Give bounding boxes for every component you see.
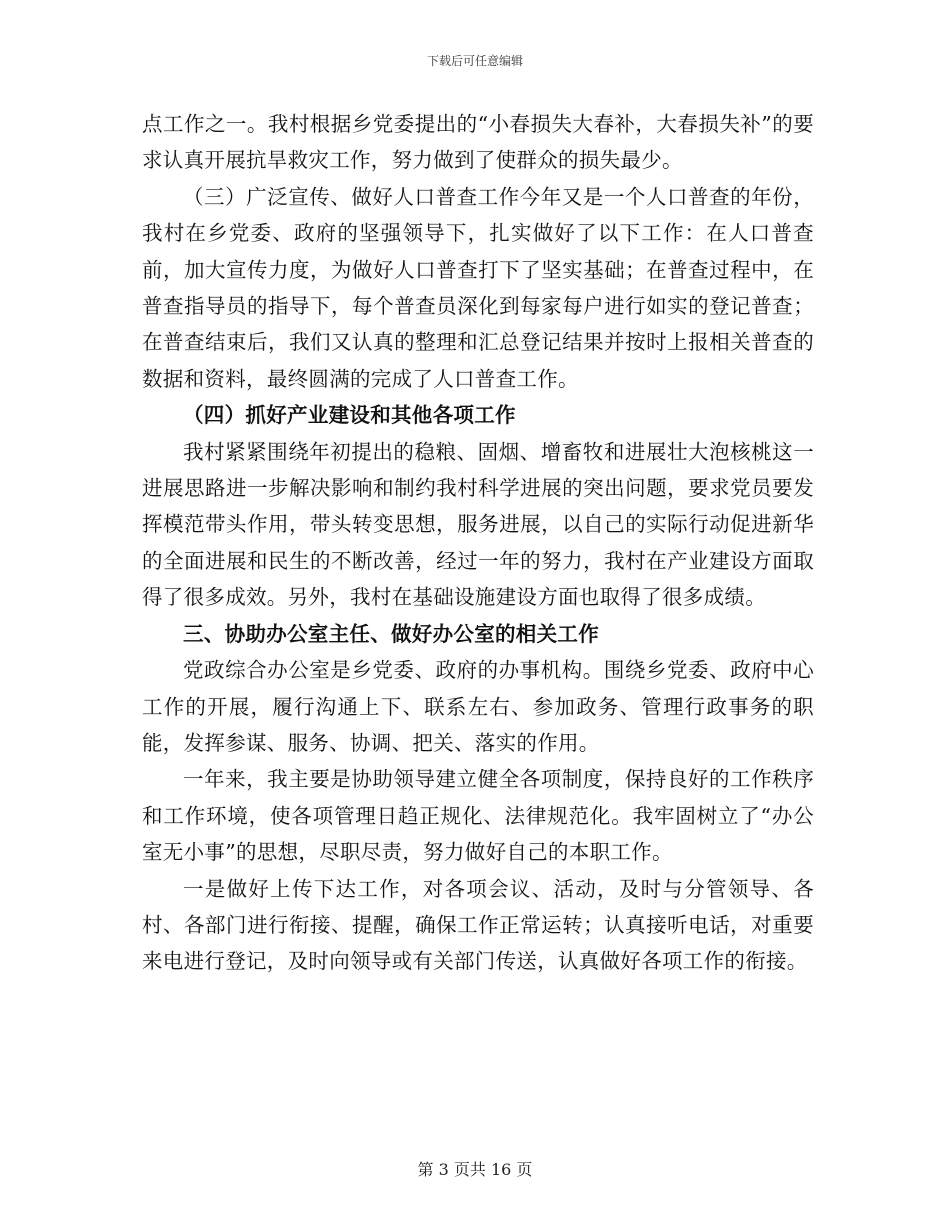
document-body [142,106,814,980]
paragraph-office-tasks: 一是做好上传下达工作，对各项会议、活动，及时与分管领导、各村、各部门进行衔接、提醒，确保工作正常运转；认真接听电话，对重要来电进行登记，及时向领导或有关部门传送，认真做好各项工作的衔接。 [142,876,814,974]
paragraph-continuation: 点工作之一。我村根据乡党委提出的“小春损失大春补，大春损失补”的要求认真开展抗旱救灾工作，努力做到了使群众的损失最少。 [142,112,814,173]
paragraph-census: （三）广泛宣传、做好人口普查工作今年又是一个人口普查的年份，我村在乡党委、政府的坚强领导下，扎实做好了以下工作：在人口普查前，加大宣传力度，为做好人口普查打下了坚实基础；在普查过程中，在普查指导员的指导下，每个普查员深化到每家每户进行如实的登记普查；在普查结束后，我们又认真的整理和汇总登记结果并按时上报相关普查的数据和资料，最终圆满的完成了人口普查工作。 [142,184,814,391]
paragraph-office-year: 一年来，我主要是协助领导建立健全各项制度，保持良好的工作秩序和工作环境，使各项管理日趋正规化、法律规范化。我牢固树立了“办公室无小事”的思想，尽职尽责，努力做好自己的本职工作。 [142,767,814,865]
section-heading-office: 三、协助办公室主任、做好办公室的相关工作 [183,621,599,646]
paragraph-office-role: 党政综合办公室是乡党委、政府的办事机构。围绕乡党委、政府中心工作的开展，履行沟通上下、联系左右、参加政务、管理行政事务的职能，发挥参谋、服务、协调、把关、落实的作用。 [142,658,814,755]
paragraph-industry: 我村紧紧围绕年初提出的稳粮、固烟、增畜牧和进展壮大泡核桃这一进展思路进一步解决影响和制约我村科学进展的突出问题，要求党员要发挥模范带头作用，带头转变思想，服务进展，以自己的实际行动促进新华的全面进展和民生的不断改善，经过一年的努力，我村在产业建设方面取得了很多成效。另外，我村在基础设施建设方面也取得了很多成绩。 [142,439,814,610]
page-header: 下载后可任意编辑 [426,54,523,68]
page-number: 第 3 页共 16 页 [417,1160,533,1179]
section-heading-industry: （四）抓好产业建设和其他各项工作 [183,403,516,428]
